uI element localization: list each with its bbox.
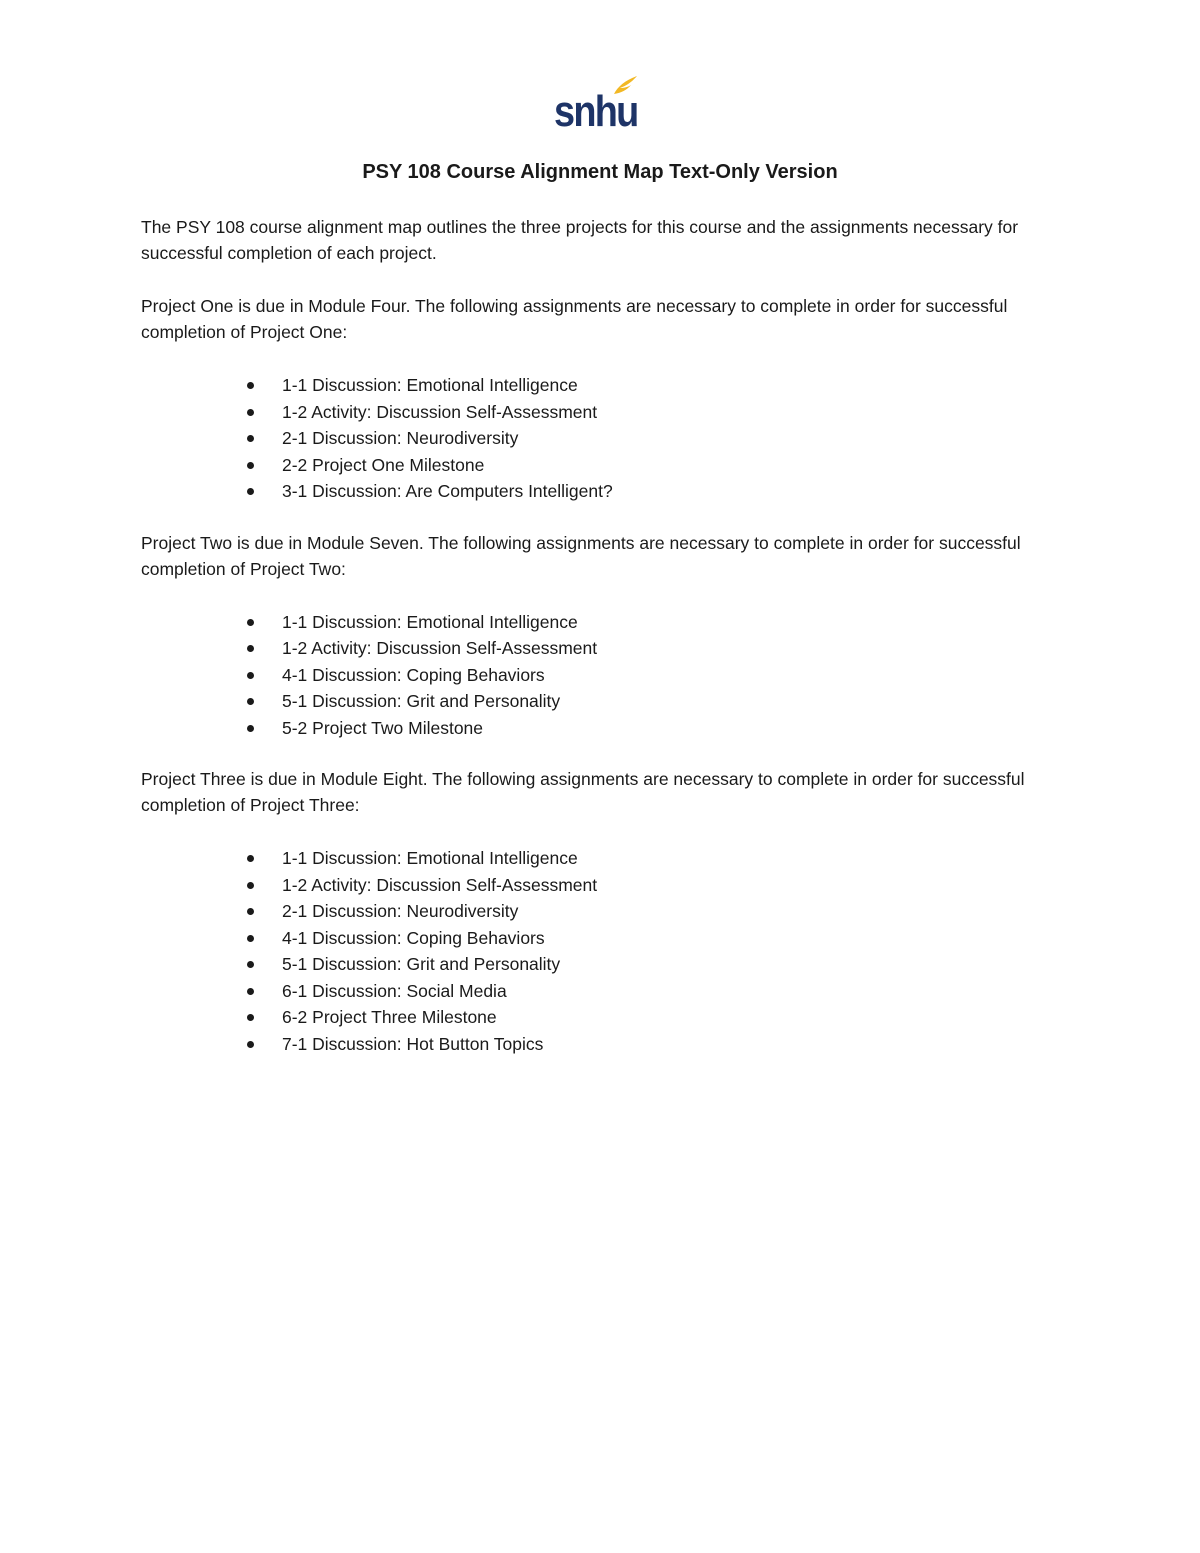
- bullet-icon: [247, 619, 254, 626]
- list-item: 6-1 Discussion: Social Media: [141, 978, 1051, 1005]
- list-item: 7-1 Discussion: Hot Button Topics: [141, 1031, 1051, 1058]
- project-three-list: [141, 845, 1051, 1057]
- list-item: 1-2 Activity: Discussion Self-Assessment: [141, 399, 1051, 426]
- bullet-icon: [247, 725, 254, 732]
- list-item: 3-1 Discussion: Are Computers Intelligent?: [141, 478, 1051, 505]
- list-item: 5-1 Discussion: Grit and Personality: [141, 951, 1051, 978]
- bullet-icon: [247, 935, 254, 942]
- project-two-intro: Project Two is due in Module Seven. The following assignments are necessary to complete in order for successful completion of Project Two:: [141, 532, 1021, 579]
- bullet-icon: [247, 488, 254, 495]
- list-item: 6-2 Project Three Milestone: [141, 1004, 1051, 1031]
- bullet-icon: [247, 409, 254, 416]
- logo-wordmark: snhu: [554, 87, 638, 136]
- list-item: 4-1 Discussion: Coping Behaviors: [141, 662, 1051, 689]
- bullet-icon: [247, 908, 254, 915]
- bullet-icon: [247, 961, 254, 968]
- bullet-icon: [247, 382, 254, 389]
- list-item: 2-1 Discussion: Neurodiversity: [141, 898, 1051, 925]
- list-item: 1-1 Discussion: Emotional Intelligence: [141, 372, 1051, 399]
- list-item: 2-2 Project One Milestone: [141, 452, 1051, 479]
- page-title: PSY 108 Course Alignment Map Text-Only Version: [362, 161, 838, 183]
- snhu-logo: [554, 74, 638, 134]
- bullet-icon: [247, 462, 254, 469]
- project-one-intro: Project One is due in Module Four. The following assignments are necessary to complete in order for successful completion of Project One:: [141, 296, 1008, 342]
- list-item: 1-2 Activity: Discussion Self-Assessment: [141, 872, 1051, 899]
- bullet-icon: [247, 988, 254, 995]
- bullet-icon: [247, 855, 254, 862]
- bullet-icon: [247, 882, 254, 889]
- intro-paragraph: The PSY 108 course alignment map outlines the three projects for this course and the assignments necessary for successful completion of each project.: [141, 217, 1019, 263]
- list-item: 1-1 Discussion: Emotional Intelligence: [141, 845, 1051, 872]
- project-one-list: [141, 372, 1051, 505]
- list-item: 1-2 Activity: Discussion Self-Assessment: [141, 635, 1051, 662]
- project-two-list: [141, 609, 1051, 742]
- document-body: [141, 214, 1051, 1082]
- list-item: 2-1 Discussion: Neurodiversity: [141, 425, 1051, 452]
- bullet-icon: [247, 698, 254, 705]
- bullet-icon: [247, 645, 254, 652]
- bullet-icon: [247, 1014, 254, 1021]
- bullet-icon: [247, 672, 254, 679]
- bullet-icon: [247, 1041, 254, 1048]
- list-item: 4-1 Discussion: Coping Behaviors: [141, 925, 1051, 952]
- list-item: 5-1 Discussion: Grit and Personality: [141, 688, 1051, 715]
- project-three-intro: Project Three is due in Module Eight. The following assignments are necessary to complete in order for successful completion of Project Three:: [141, 769, 1025, 815]
- list-item: 1-1 Discussion: Emotional Intelligence: [141, 609, 1051, 636]
- list-item: 5-2 Project Two Milestone: [141, 715, 1051, 742]
- bullet-icon: [247, 435, 254, 442]
